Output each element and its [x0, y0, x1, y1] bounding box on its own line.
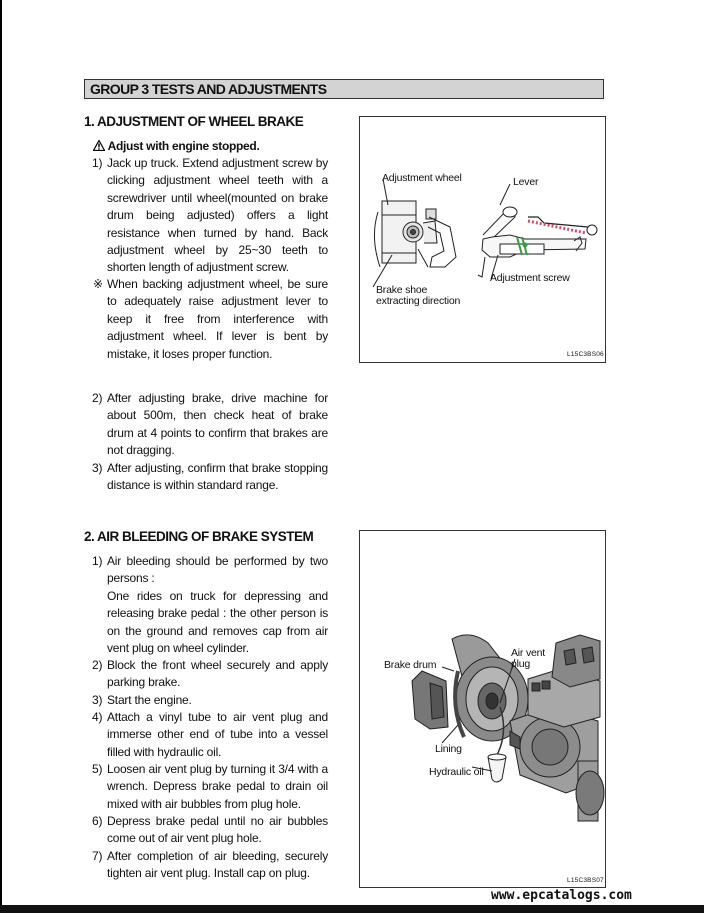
item-text: Loosen air vent plug by turning it 3/4 with a wrench. Depress brake pedal to drain oil mixed with air bubbles from plug hole.	[107, 762, 328, 811]
figure-wheel-brake	[359, 116, 606, 363]
item-number: 3)	[92, 693, 103, 707]
s2-item-5	[92, 761, 328, 813]
axle-drawing	[360, 531, 605, 887]
label-adjustment-screw: Adjustment screw	[490, 272, 570, 284]
item-text: Jack up truck. Extend adjustment screw by clicking adjustment wheel teeth with a screwdriver until wheel(mounted on brake drum being adjusted) offers a light resistance when turned by hand. Back adjustment wheel by 25~30 teeth to shorten length of adjustment screw.	[107, 156, 328, 275]
item-number: 7)	[92, 849, 103, 863]
item-text: Air bleeding should be performed by two persons :	[107, 554, 328, 586]
label-air-vent: Air vent	[511, 647, 545, 659]
s2-item-1	[92, 553, 328, 588]
label-brake-shoe: Brake shoe	[376, 284, 428, 296]
s2-item-3	[92, 692, 328, 709]
s1-item-3	[92, 460, 328, 495]
label-plug: plug	[511, 658, 531, 670]
item-text: After adjusting brake, drive machine for about 500m, then check heat of brake drum at 4 points to confirm that brakes are not dragging.	[107, 391, 328, 458]
item-number: 4)	[92, 710, 103, 724]
footer-url[interactable]: www.epcatalogs.com	[491, 888, 632, 903]
s1-item-1	[92, 155, 328, 277]
item-number: 1)	[92, 554, 103, 568]
item-text: Attach a vinyl tube to air vent plug and immerse other end of tube into a vessel filled with hydraulic oil.	[107, 710, 328, 759]
label-lining: Lining	[435, 743, 462, 755]
item-number: 2)	[92, 658, 103, 672]
section1-title: 1. ADJUSTMENT OF WHEEL BRAKE	[84, 114, 304, 129]
s1-note	[93, 276, 328, 363]
item-number: 3)	[92, 461, 103, 475]
label-hydraulic-oil: Hydraulic oil	[429, 766, 484, 778]
item-number: 6)	[92, 814, 103, 828]
label-adjustment-wheel: Adjustment wheel	[382, 172, 462, 184]
note-mark: ※	[93, 277, 103, 291]
item-text: Depress brake pedal until no air bubbles come out of air vent plug hole.	[107, 814, 328, 846]
s2-item-4	[92, 709, 328, 761]
group-title: GROUP 3 TESTS AND ADJUSTMENTS	[84, 79, 604, 99]
s1-item-2	[92, 390, 328, 460]
s2-item-7	[92, 848, 328, 883]
caution-line	[93, 139, 260, 153]
note-text: When backing adjustment wheel, be sure to adequately raise adjustment lever to keep it free from interference with adjustment wheel. If lever is bent by mistake, it loses proper function.	[107, 277, 328, 361]
s2-item-1-detail	[107, 588, 328, 658]
item-number: 5)	[92, 762, 103, 776]
item-text: Start the engine.	[107, 693, 192, 707]
label-lever: Lever	[513, 176, 539, 188]
wheel-brake-drawing	[360, 117, 605, 362]
section2-title: 2. AIR BLEEDING OF BRAKE SYSTEM	[84, 529, 314, 544]
item-text: After adjusting, confirm that brake stopping distance is within standard range.	[107, 461, 328, 493]
bottom-rule	[0, 905, 704, 913]
item-text: One rides on truck for depressing and releasing brake pedal : the other person is on the ground and removes cap from air vent plug on wheel cylinder.	[107, 589, 328, 656]
left-margin-rule	[0, 0, 2, 913]
label-brake-drum: Brake drum	[384, 659, 437, 671]
s2-item-2	[92, 657, 328, 692]
label-extracting-direction: extracting direction	[376, 295, 461, 307]
item-number: 2)	[92, 391, 103, 405]
figure-id: L15C3BS07	[567, 877, 604, 884]
figure-air-bleeding	[359, 530, 606, 888]
s2-item-6	[92, 813, 328, 848]
caution-text: Adjust with engine stopped.	[107, 139, 260, 153]
item-text: After completion of air bleeding, securely tighten air vent plug. Install cap on plug.	[107, 849, 328, 881]
item-text: Block the front wheel securely and apply parking brake.	[107, 658, 328, 690]
figure-id: L15C3BS06	[567, 351, 604, 358]
warning-icon	[93, 140, 105, 151]
item-number: 1)	[92, 156, 103, 170]
